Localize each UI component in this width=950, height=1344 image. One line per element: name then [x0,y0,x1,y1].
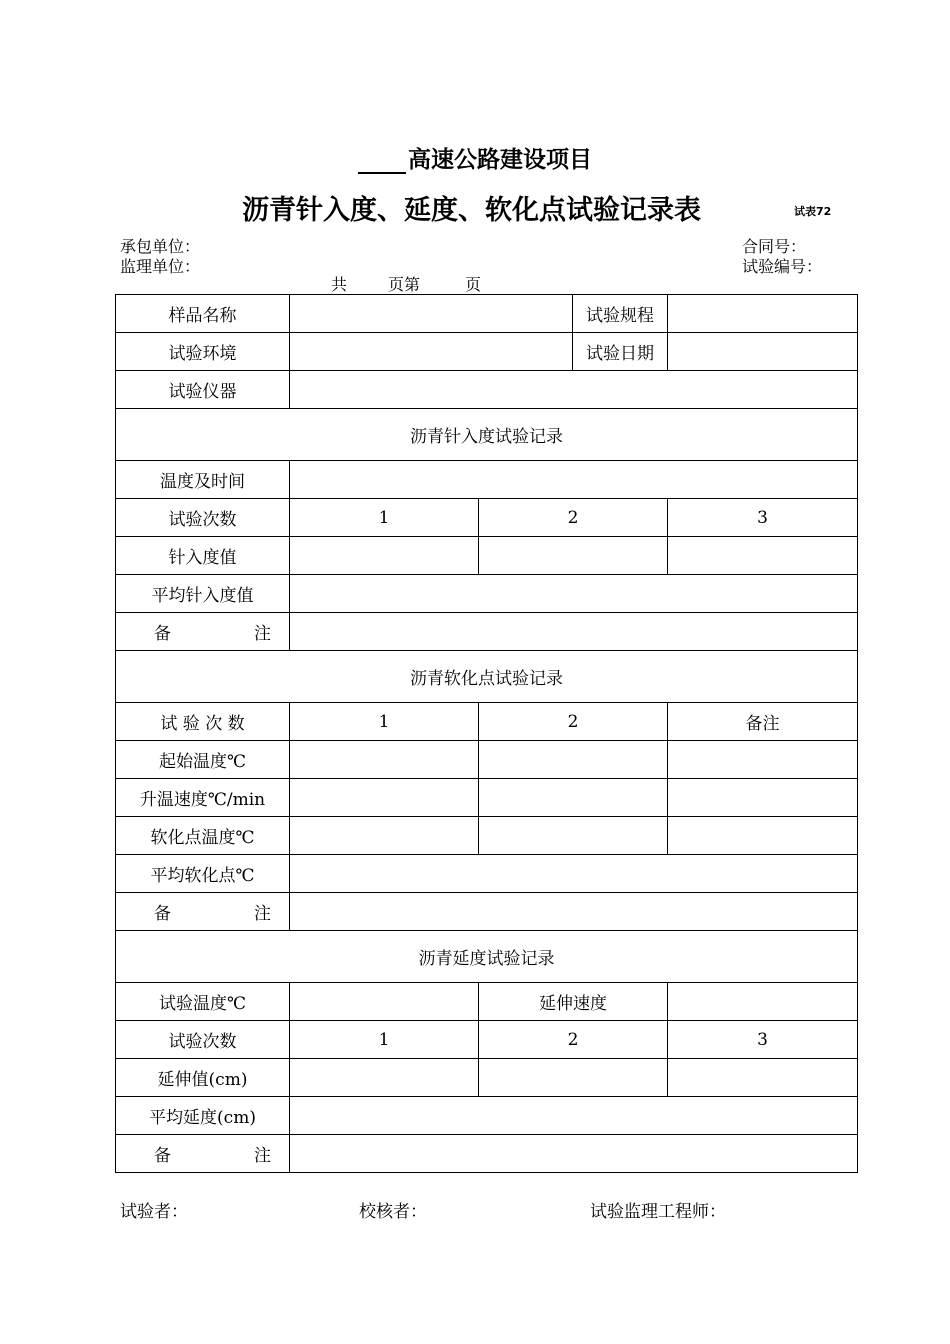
pen-value-1-field[interactable] [290,537,479,575]
table-row [116,613,858,651]
table-row [116,1059,858,1097]
table-row [116,779,858,817]
supervisor-label: 监理单位： [120,257,201,276]
duct-remark-label: 备 注 [116,1135,290,1173]
pen-temp-time-field[interactable] [290,461,858,499]
soft-start-temp-label: 起始温度℃ [116,741,290,779]
table-row [116,741,858,779]
table-row [116,409,858,461]
table-row [116,893,858,931]
test-environment-field[interactable] [290,333,573,371]
soft-trial-1: 1 [290,703,479,741]
test-standard-field[interactable] [668,295,858,333]
test-no-label: 试验编号： [742,257,823,276]
table-row [116,295,858,333]
project-name-blank [358,148,406,174]
test-standard-label: 试验规程 [573,295,668,333]
pen-value-label: 针入度值 [116,537,290,575]
table-row [116,983,858,1021]
soft-start-temp-remark-field[interactable] [668,741,858,779]
duct-value-3-field[interactable] [668,1059,858,1097]
table-row [116,703,858,741]
soft-trial-count-label: 试 验 次 数 [116,703,290,741]
checker-label: 校核者： [359,1202,427,1222]
record-table [115,294,858,1173]
sample-name-label: 样品名称 [116,295,290,333]
soft-heat-rate-1-field[interactable] [290,779,479,817]
page-end-label: 页 [465,275,482,294]
duct-value-2-field[interactable] [479,1059,668,1097]
soft-avg-field[interactable] [290,855,858,893]
duct-remark-field[interactable] [290,1135,858,1173]
test-date-label: 试验日期 [573,333,668,371]
table-row [116,817,858,855]
duct-trial-2: 2 [479,1021,668,1059]
pen-remark-label: 备 注 [116,613,290,651]
tester-label: 试验者： [120,1202,188,1222]
pen-trial-count-label: 试验次数 [116,499,290,537]
sample-name-field[interactable] [290,295,573,333]
duct-trial-1: 1 [290,1021,479,1059]
table-row [116,1021,858,1059]
duct-trial-3: 3 [668,1021,858,1059]
table-row [116,461,858,499]
contractor-label: 承包单位： [120,237,201,256]
softening-section-title: 沥青软化点试验记录 [116,651,858,703]
test-environment-label: 试验环境 [116,333,290,371]
soft-temp-1-field[interactable] [290,817,479,855]
soft-start-temp-1-field[interactable] [290,741,479,779]
test-date-field[interactable] [668,333,858,371]
soft-avg-label: 平均软化点℃ [116,855,290,893]
pen-value-3-field[interactable] [668,537,858,575]
soft-heat-rate-label: 升温速度℃/min [116,779,290,817]
pen-trial-3: 3 [668,499,858,537]
table-row [116,931,858,983]
test-instrument-label: 试验仪器 [116,371,290,409]
contract-no-label: 合同号： [742,237,807,256]
soft-remark-label: 备 注 [116,893,290,931]
table-row [116,333,858,371]
table-row [116,499,858,537]
supervising-engineer-label: 试验监理工程师： [590,1202,726,1222]
pen-remark-field[interactable] [290,613,858,651]
pen-avg-label: 平均针入度值 [116,575,290,613]
form-title: 沥青针入度、延度、软化点试验记录表 [242,195,701,226]
duct-test-temp-label: 试验温度℃ [116,983,290,1021]
project-title: 高速公路建设项目 [0,141,950,174]
soft-trial-2: 2 [479,703,668,741]
table-row [116,537,858,575]
soft-start-temp-2-field[interactable] [479,741,668,779]
duct-trial-count-label: 试验次数 [116,1021,290,1059]
page-total-label: 共 [331,275,348,294]
form-code: 试表72 [794,205,832,218]
pen-temp-time-label: 温度及时间 [116,461,290,499]
soft-heat-rate-2-field[interactable] [479,779,668,817]
soft-heat-rate-remark-field[interactable] [668,779,858,817]
table-row [116,1135,858,1173]
duct-stretch-speed-field[interactable] [668,983,858,1021]
table-row [116,855,858,893]
pen-trial-2: 2 [479,499,668,537]
page-mid-label: 页第 [388,275,421,294]
ductility-section-title: 沥青延度试验记录 [116,931,858,983]
soft-temp-remark-field[interactable] [668,817,858,855]
pen-trial-1: 1 [290,499,479,537]
duct-stretch-speed-label: 延伸速度 [479,983,668,1021]
pen-value-2-field[interactable] [479,537,668,575]
duct-value-label: 延伸值(cm) [116,1059,290,1097]
penetration-section-title: 沥青针入度试验记录 [116,409,858,461]
table-row [116,651,858,703]
soft-remark-header: 备注 [668,703,858,741]
soft-remark-field[interactable] [290,893,858,931]
duct-avg-label: 平均延度(cm) [116,1097,290,1135]
duct-test-temp-field[interactable] [290,983,479,1021]
duct-value-1-field[interactable] [290,1059,479,1097]
table-row [116,371,858,409]
soft-temp-label: 软化点温度℃ [116,817,290,855]
test-instrument-field[interactable] [290,371,858,409]
soft-temp-2-field[interactable] [479,817,668,855]
duct-avg-field[interactable] [290,1097,858,1135]
table-row [116,1097,858,1135]
table-row [116,575,858,613]
pen-avg-field[interactable] [290,575,858,613]
